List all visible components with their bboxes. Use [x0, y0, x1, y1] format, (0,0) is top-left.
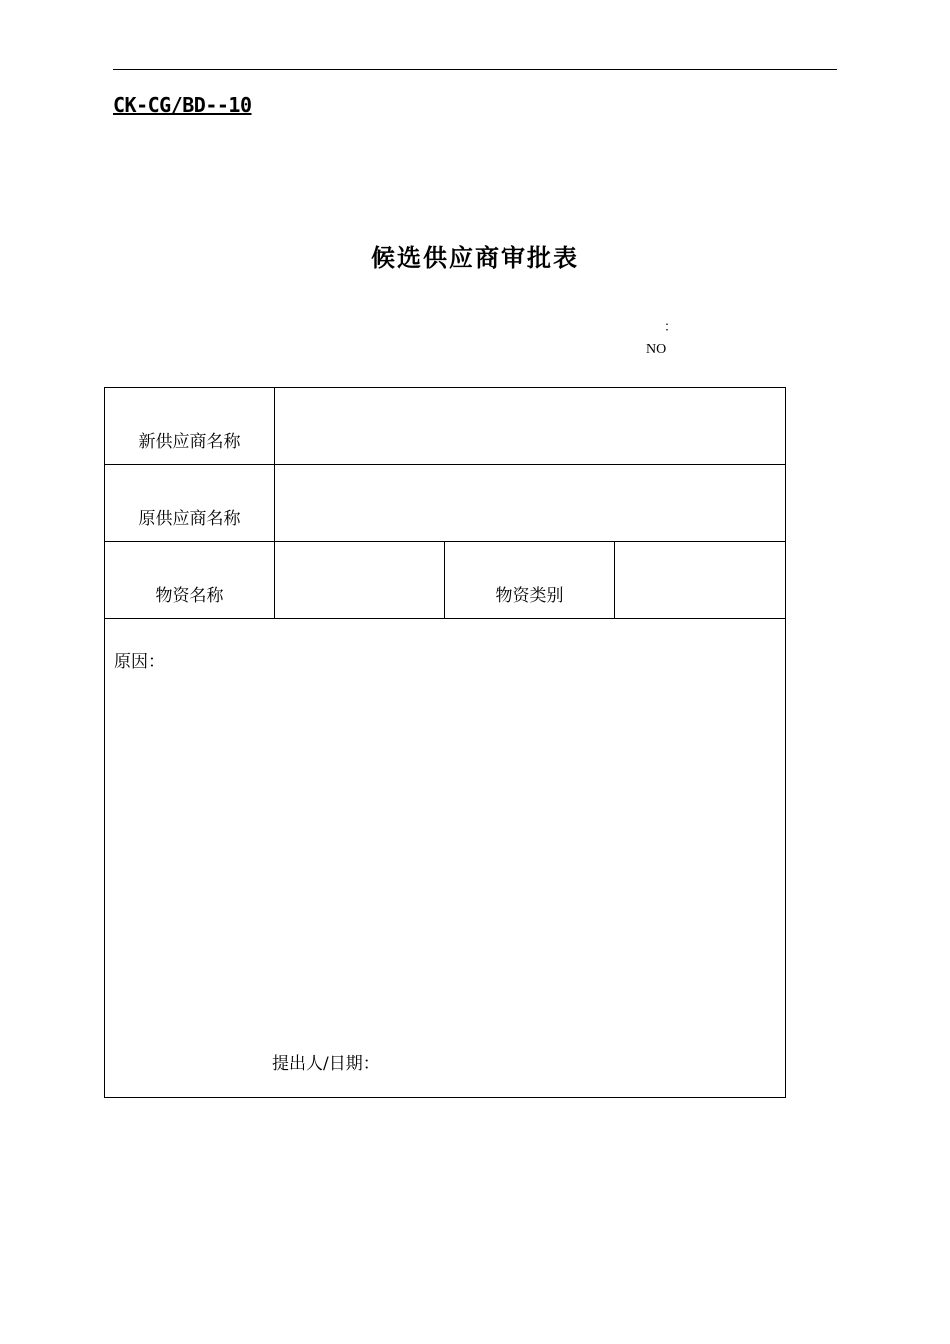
reason-label: 原因： — [114, 652, 165, 672]
old-supplier-label: 原供应商名称 — [105, 465, 275, 542]
new-supplier-field[interactable] — [275, 388, 786, 465]
reason-row — [105, 619, 786, 1098]
old-supplier-row — [105, 465, 786, 542]
material-name-field[interactable] — [275, 542, 445, 619]
new-supplier-label: 新供应商名称 — [105, 388, 275, 465]
material-category-field[interactable] — [615, 542, 786, 619]
material-category-label: 物资类别 — [445, 542, 615, 619]
new-supplier-row — [105, 388, 786, 465]
document-code: CK-CG/BD--10 — [113, 93, 252, 117]
header-rule — [113, 69, 837, 70]
approval-form-table — [104, 387, 786, 1098]
reason-field[interactable] — [105, 619, 786, 1098]
number-colon: ： — [664, 320, 678, 335]
submitter-date-label: 提出人/日期： — [272, 1054, 380, 1074]
number-label: NO — [646, 342, 667, 357]
old-supplier-field[interactable] — [275, 465, 786, 542]
material-row — [105, 542, 786, 619]
material-name-label: 物资名称 — [105, 542, 275, 619]
page-title: 候选供应商审批表 — [371, 244, 579, 272]
